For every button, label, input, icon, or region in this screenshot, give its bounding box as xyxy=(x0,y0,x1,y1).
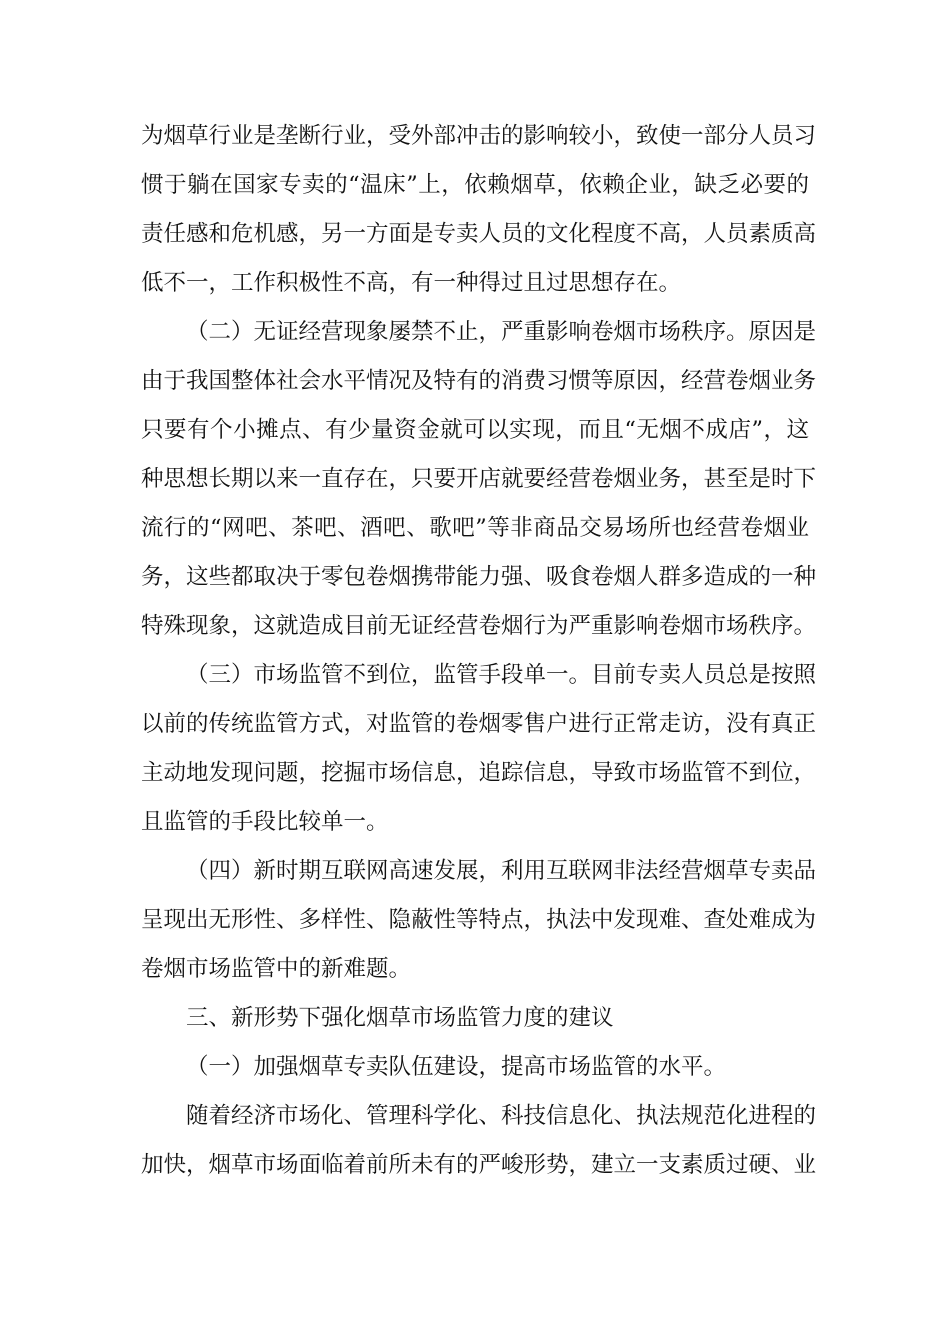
text-line: （三）市场监管不到位，监管手段单一。目前专卖人员总是按照 xyxy=(186,662,817,688)
text-line: 只要有个小摊点、有少量资金就可以实现，而且“无烟不成店”，这 xyxy=(141,417,809,443)
text-line: 流行的“网吧、茶吧、酒吧、歌吧”等非商品交易场所也经营卷烟业 xyxy=(141,515,809,541)
text-line: 为烟草行业是垄断行业，受外部冲击的影响较小，致使一部分人员习 xyxy=(141,123,817,149)
text-line: 三、新形势下强化烟草市场监管力度的建议 xyxy=(186,1005,614,1031)
section-heading xyxy=(141,994,809,1043)
text-line: 惯于躺在国家专卖的“温床”上，依赖烟草，依赖企业，缺乏必要的 xyxy=(141,172,809,198)
paragraph xyxy=(141,308,817,651)
paragraph xyxy=(141,651,817,847)
text-line: 责任感和危机感，另一方面是专卖人员的文化程度不高，人员素质高 xyxy=(141,221,817,247)
paragraph xyxy=(141,112,817,308)
text-line: 以前的传统监管方式，对监管的卷烟零售户进行正常走访，没有真正 xyxy=(141,711,817,737)
text-line: 随着经济市场化、管理科学化、科技信息化、执法规范化进程的 xyxy=(186,1103,817,1129)
text-line: 低不一，工作积极性不高，有一种得过且过思想存在。 xyxy=(141,270,682,296)
paragraph xyxy=(141,1092,817,1190)
document-page xyxy=(141,112,817,1190)
text-line: （二）无证经营现象屡禁不止，严重影响卷烟市场秩序。原因是 xyxy=(186,319,817,345)
subsection-heading xyxy=(141,1043,809,1092)
text-line: 特殊现象，这就造成目前无证经营卷烟行为严重影响卷烟市场秩序。 xyxy=(141,613,817,639)
text-line: 呈现出无形性、多样性、隐蔽性等特点，执法中发现难、查处难成为 xyxy=(141,907,817,933)
text-line: 主动地发现问题，挖掘市场信息，追踪信息，导致市场监管不到位， xyxy=(141,760,817,786)
text-line: 且监管的手段比较单一。 xyxy=(141,809,389,835)
text-line: 加快，烟草市场面临着前所未有的严峻形势，建立一支素质过硬、业 xyxy=(141,1152,817,1178)
text-line: 务，这些都取决于零包卷烟携带能力强、吸食卷烟人群多造成的一种 xyxy=(141,564,817,590)
text-line: 由于我国整体社会水平情况及特有的消费习惯等原因，经营卷烟业务 xyxy=(141,368,817,394)
text-line: （一）加强烟草专卖队伍建设，提高市场监管的水平。 xyxy=(186,1054,727,1080)
text-line: （四）新时期互联网高速发展，利用互联网非法经营烟草专卖品 xyxy=(186,858,817,884)
text-line: 种思想长期以来一直存在，只要开店就要经营卷烟业务，甚至是时下 xyxy=(141,466,817,492)
paragraph xyxy=(141,847,817,994)
text-line: 卷烟市场监管中的新难题。 xyxy=(141,956,412,982)
